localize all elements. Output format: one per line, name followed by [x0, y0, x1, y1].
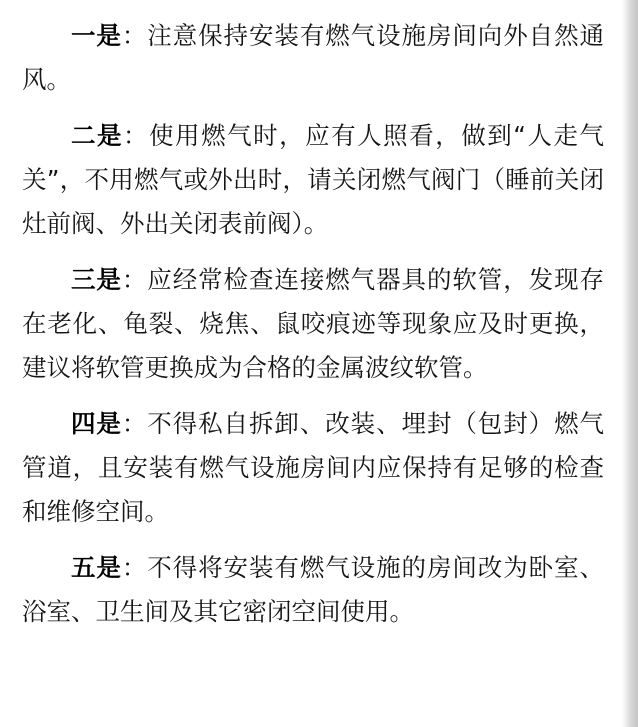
tip-paragraph-4: [22, 402, 604, 534]
tip-paragraph-3: [22, 258, 604, 390]
tip-lead: 二是: [71, 121, 124, 150]
tip-lead: 五是: [71, 553, 122, 582]
safety-tips-text: [22, 14, 604, 646]
tip-lead: 一是: [71, 21, 122, 50]
page-edge-shadow: [622, 0, 638, 727]
tip-lead: 四是: [71, 409, 122, 438]
tip-paragraph-2: [22, 114, 604, 246]
tip-lead: 三是: [71, 265, 122, 294]
tip-text: ：不得私自拆卸、改装、埋封（包封）燃气管道，且安装有燃气设施房间内应保持有足够的检查和维修空间。: [22, 409, 605, 526]
tip-text: ：使用燃气时，应有人照看，做到“人走气关”，不用燃气或外出时，请关闭燃气阀门（睡前关闭灶前阀、外出关闭表前阀）。: [22, 121, 604, 238]
tip-text: ：不得将安装有燃气设施的房间改为卧室、浴室、卫生间及其它密闭空间使用。: [22, 553, 605, 626]
tip-text: ：应经常检查连接燃气器具的软管，发现存在老化、龟裂、烧焦、鼠咬痕迹等现象应及时更换，建议将软管更换成为合格的金属波纹软管。: [22, 265, 605, 382]
tip-paragraph-5: [22, 546, 604, 634]
tip-text: ：注意保持安装有燃气设施房间向外自然通风。: [22, 21, 605, 94]
tip-paragraph-1: [22, 14, 604, 102]
